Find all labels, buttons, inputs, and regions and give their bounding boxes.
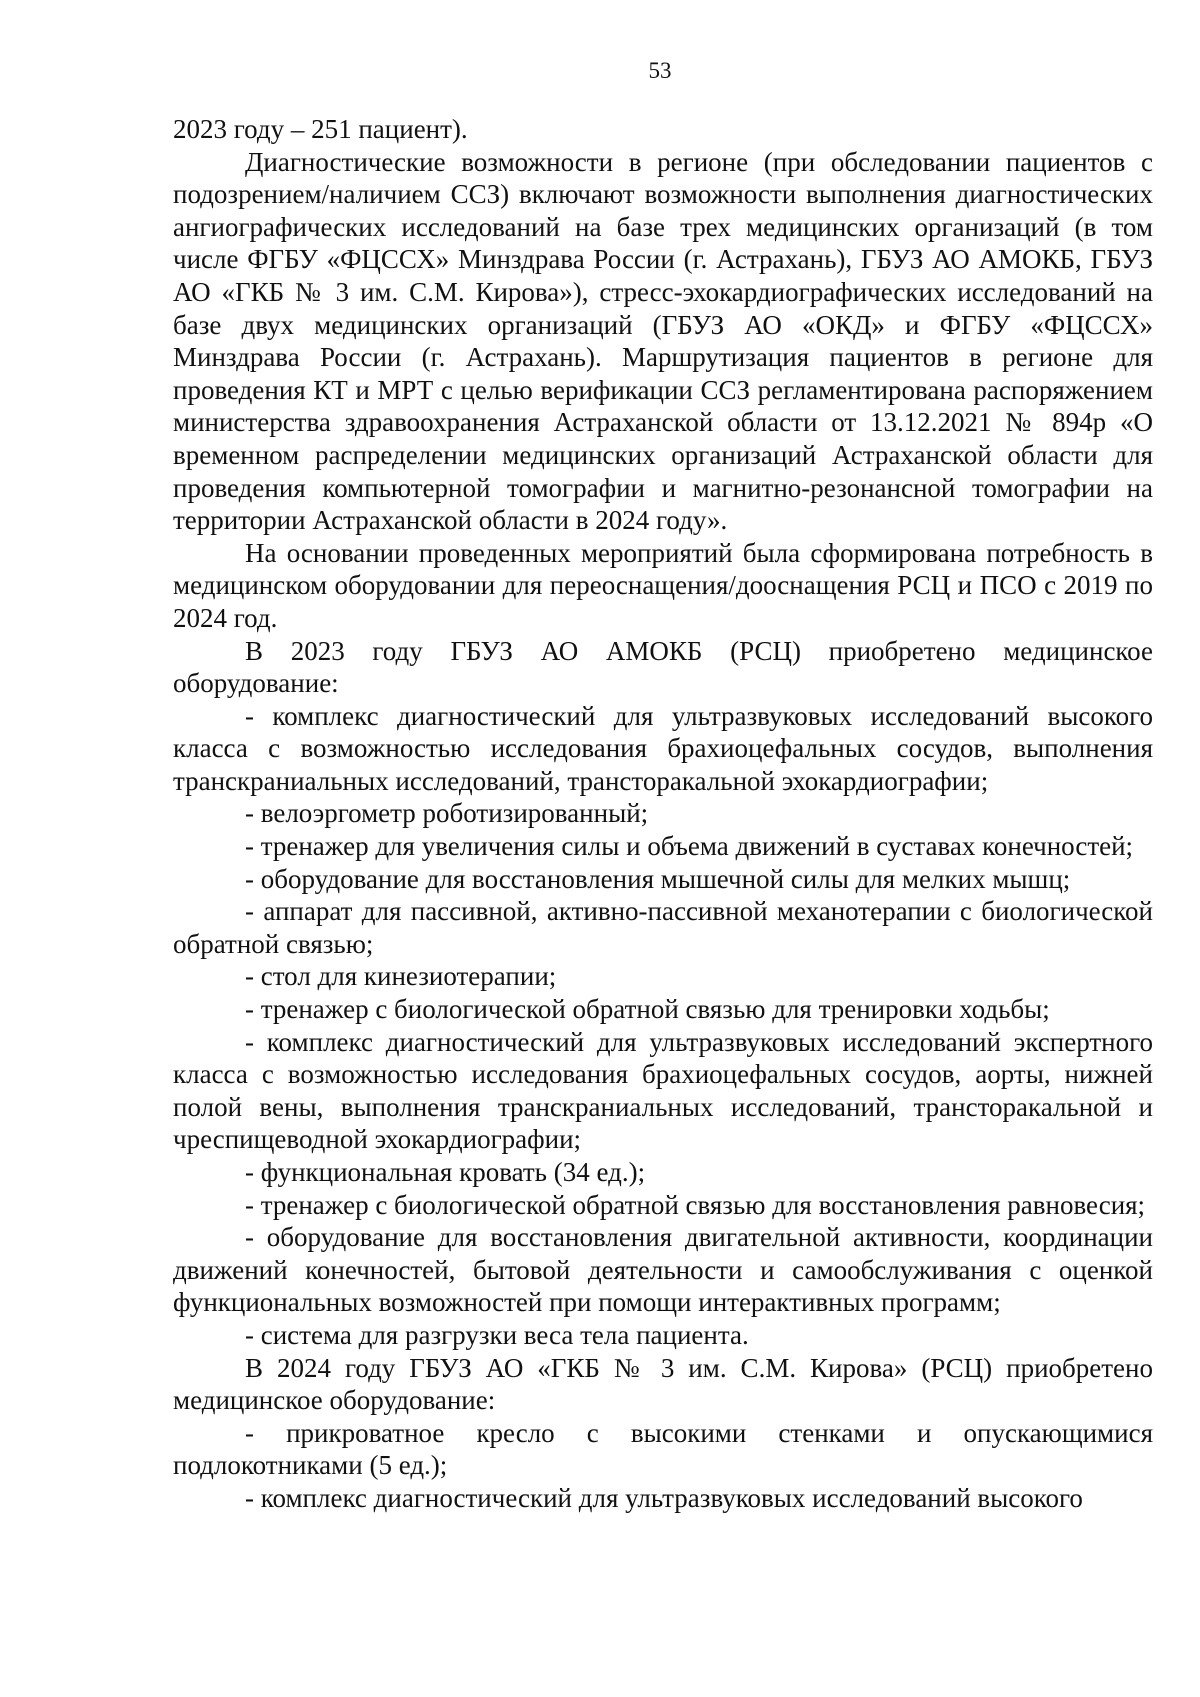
list-item: - комплекс диагностический для ультразвуковых исследований высокого класса с возможностью исследования брахиоцефальных сосудов, выполнения транскраниальных исследований, трансторакальной эхокардиографии; [173,700,1153,796]
page-number: 53 [648,58,672,83]
list-item: - функциональная кровать (34 ед.); [245,1157,646,1187]
paragraph: На основании проведенных мероприятий была сформирована потребность в медицинском оборудовании для переоснащения/дооснащения РСЦ и ПСО с 2019 по 2024 год. [173,537,1153,633]
list-item: - велоэргометр роботизированный; [245,798,649,829]
paragraph: В 2024 году ГБУЗ АО «ГКБ № 3 им. С.М. Кирова» (РСЦ) приобретено медицинское оборудование: [173,1352,1153,1416]
list-item: - оборудование для восстановления мышечной силы для мелких мышц; [245,863,1071,894]
list-item: - тренажер для увеличения силы и объема движений в суставах конечностей; [245,831,1134,862]
list-item: - тренажер с биологической обратной связью для тренировки ходьбы; [245,994,1050,1025]
list-item: - стол для кинезиотерапии; [245,961,557,992]
list-item: - комплекс диагностический для ультразвуковых исследований экспертного класса с возможностью исследования брахиоцефальных сосудов, аорты, нижней полой вены, выполнения транскраниальных исследований, трансторакальной и чреспищеводной эхокардиографии; [173,1026,1153,1155]
paragraph: 2023 году – 251 пациент). [173,114,468,144]
list-item: - комплекс диагностический для ультразвуковых исследований высокого [245,1482,1083,1513]
document-body [173,113,1153,1515]
list-item: - система для разгрузки веса тела пациента. [245,1319,749,1350]
paragraph: Диагностические возможности в регионе (при обследовании пациентов с подозрением/наличием ССЗ) включают возможности выполнения диагностических ангиографических исследований на базе трех медицинских организаций (в том числе ФГБУ «ФЦССХ» Минздрава России (г. Астрахань), ГБУЗ АО АМОКБ, ГБУЗ АО «ГКБ № 3 им. С.М. Кирова»), стресс-эхокардиографических исследований на базе двух медицинских организаций (ГБУЗ АО «ОКД» и ФГБУ «ФЦССХ» Минздрава России (г. Астрахань). Маршрутизация пациентов в регионе для проведения КТ и МРТ с целью верификации ССЗ регламентирована распоряжением министерства здравоохранения Астраханской области от 13.12.2021 № 894р «О временном распределении медицинских организаций Астраханской области для проведения компьютерной томографии и магнитно-резонансной томографии на территории Астраханской области в 2024 году». [173,146,1153,536]
list-item: - аппарат для пассивной, активно-пассивной механотерапии с биологической обратной связью; [173,896,1153,959]
paragraph: В 2023 году ГБУЗ АО АМОКБ (РСЦ) приобретено медицинское оборудование: [173,635,1153,699]
list-item: - прикроватное кресло с высокими стенками и опускающимися подлокотниками (5 ед.); [173,1417,1153,1481]
list-item: - оборудование для восстановления двигательной активности, координации движений конечностей, бытовой деятельности и самообслуживания с оценкой функциональных возможностей при помощи интерактивных программ; [173,1222,1153,1318]
list-item: - тренажер с биологической обратной связью для восстановления равновесия; [245,1189,1146,1220]
